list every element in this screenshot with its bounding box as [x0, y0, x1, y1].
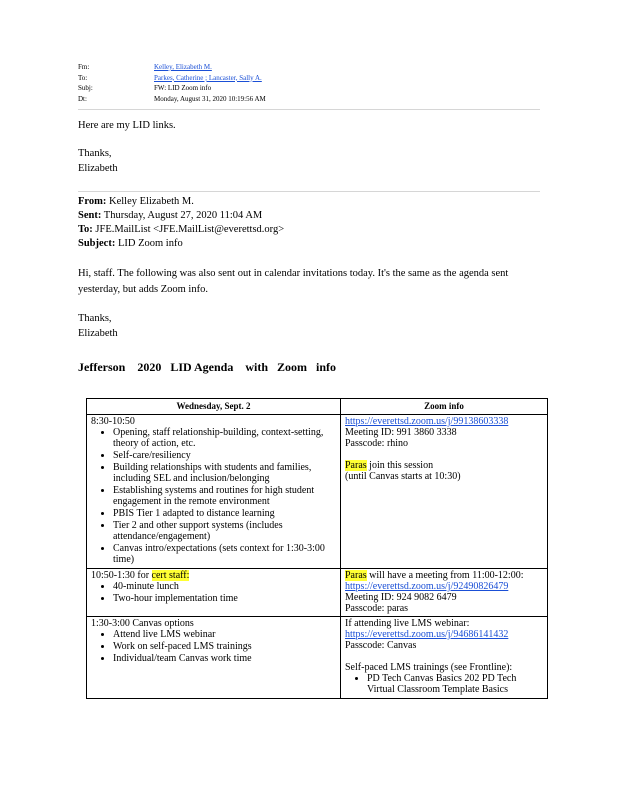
paras-highlight: Paras [345, 460, 367, 471]
passcode: Passcode: paras [345, 603, 409, 614]
session-time-prefix: 10:50-1:30 for [91, 570, 152, 581]
fwd-thanks: Thanks, [78, 313, 112, 324]
header-row-to [78, 73, 266, 84]
header-key: To: [78, 73, 88, 82]
col-header-zoom: Zoom info [341, 399, 548, 415]
session-item: • Establishing systems and routines for high student engagement in the remote environment [113, 485, 336, 507]
passcode: Passcode: Canvas [345, 640, 417, 651]
session-items [91, 581, 336, 604]
paras-note-line2: (until Canvas starts at 10:30) [345, 471, 461, 482]
self-paced-item: • PD Tech Canvas Basics 202 PD Tech Virtual Classroom Template Basics [367, 673, 543, 695]
session-time: 1:30-3:00 Canvas options [91, 618, 194, 629]
fwd-from-label: From: [78, 196, 107, 207]
paras-note [345, 570, 543, 581]
fwd-from-value: Kelley Elizabeth M. [109, 196, 194, 207]
header-to-link[interactable]: Parkes, Catherine ; Lancaster, Sally A. [154, 73, 262, 82]
agenda-row-afternoon [87, 617, 548, 699]
session-item: • Self-care/resiliency [113, 450, 336, 461]
self-paced-heading: Self-paced LMS trainings (see Frontline): [345, 662, 513, 673]
webinar-intro: If attending live LMS webinar: [345, 618, 470, 629]
session-items [91, 629, 336, 664]
session-item: • Work on self-paced LMS trainings [113, 641, 336, 652]
fwd-to-line [78, 224, 284, 235]
header-key: Fm: [78, 63, 90, 71]
agenda-header-row [87, 399, 548, 415]
session-cell [87, 415, 341, 569]
fwd-sent-value: Thursday, August 27, 2020 11:04 AM [103, 210, 263, 221]
fwd-subject-label: Subject: [78, 238, 116, 249]
zoom-cell [341, 617, 548, 699]
fwd-from-line [78, 196, 194, 207]
fwd-to-label: To: [78, 224, 93, 235]
email-header [78, 62, 266, 104]
header-key: Subj: [78, 84, 93, 92]
thanks-text: Thanks, [78, 148, 112, 159]
paras-note [345, 460, 543, 471]
fwd-body-line-2: yesterday, but adds Zoom info. [78, 284, 208, 295]
header-key: Dt: [78, 94, 87, 103]
header-divider [78, 109, 540, 110]
session-time: 8:30-10:50 [91, 416, 135, 427]
header-row-from [78, 62, 266, 73]
fwd-subject-value: LID Zoom info [117, 238, 183, 249]
fwd-to-value: JFE.MailList <JFE.MailList@everettsd.org> [95, 224, 285, 235]
zoom-cell [341, 415, 548, 569]
zoom-link[interactable]: https://everettsd.zoom.us/j/92490826479 [345, 581, 509, 592]
zoom-link[interactable]: https://everettsd.zoom.us/j/99138603338 [345, 416, 509, 427]
zoom-link[interactable]: https://everettsd.zoom.us/j/94686141432 [345, 629, 509, 640]
agenda-title: Jefferson 2020 LID Agenda with Zoom info [78, 360, 337, 374]
paras-note-text: will have a meeting from 11:00-12:00: [366, 570, 524, 581]
zoom-cell [341, 569, 548, 617]
fwd-sent-line [78, 210, 262, 221]
header-row-subject [78, 83, 266, 94]
meeting-id: Meeting ID: 991 3860 3338 [345, 427, 457, 438]
fwd-subject-line [78, 238, 183, 249]
intro-text: Here are my LID links. [78, 120, 176, 131]
col-header-day: Wednesday, Sept. 2 [87, 399, 341, 415]
agenda-table [86, 398, 548, 699]
session-items [91, 427, 336, 565]
header-from-link[interactable]: Kelley, Elizabeth M. [154, 63, 212, 71]
session-item: • Building relationships with students and families, including SEL and inclusion/belonging [113, 462, 336, 484]
session-item: • 40-minute lunch [113, 581, 336, 592]
session-item: • Tier 2 and other support systems (includes attendance/engagement) [113, 520, 336, 542]
forward-divider [78, 191, 540, 192]
fwd-sent-label: Sent: [78, 210, 102, 221]
session-cell [87, 617, 341, 699]
agenda-row-morning [87, 415, 548, 569]
session-item: • Opening, staff relationship-building, context-setting, theory of action, etc. [113, 427, 336, 449]
agenda-row-midday [87, 569, 548, 617]
session-item: • PBIS Tier 1 adapted to distance learning [113, 508, 336, 519]
signature-name: Elizabeth [78, 163, 118, 174]
session-item: • Two-hour implementation time [113, 593, 336, 604]
session-cell [87, 569, 341, 617]
passcode: Passcode: rhino [345, 438, 409, 449]
header-row-date [78, 94, 266, 105]
fwd-body-line-1: Hi, staff. The following was also sent out in calendar invitations today. It's the same as the agenda sent [78, 268, 509, 279]
paras-note-text: join this session [366, 460, 434, 471]
session-time [91, 570, 336, 581]
meeting-id: Meeting ID: 924 9082 6479 [345, 592, 457, 603]
cert-staff-highlight: cert staff: [151, 570, 190, 581]
session-item: • Canvas intro/expectations (sets context for 1:30-3:00 time) [113, 543, 336, 565]
session-item: • Individual/team Canvas work time [113, 653, 336, 664]
fwd-signature: Elizabeth [78, 328, 118, 339]
header-date: Monday, August 31, 2020 10:19:56 AM [154, 94, 266, 103]
paras-highlight: Paras [345, 570, 367, 581]
session-item: • Attend live LMS webinar [113, 629, 336, 640]
self-paced-list [345, 673, 543, 695]
header-subject: FW: LID Zoom info [154, 84, 212, 92]
